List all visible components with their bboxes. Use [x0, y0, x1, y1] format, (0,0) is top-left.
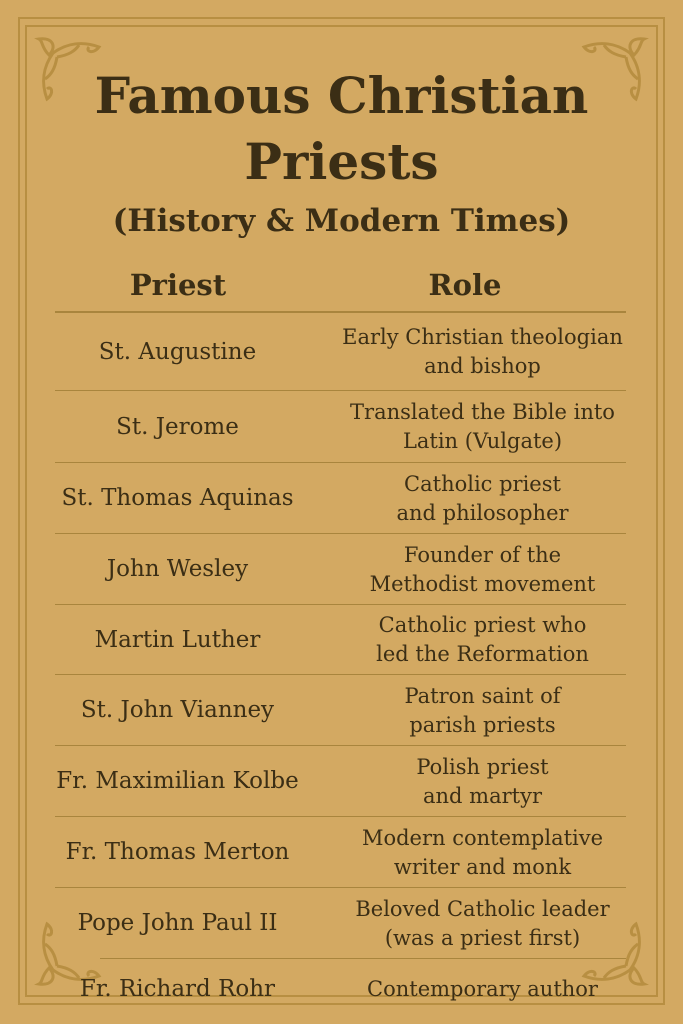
table-row: [79, 958, 626, 1002]
table-row: [55, 604, 626, 666]
role-line2: and martyr: [423, 783, 542, 808]
priest-role: [320, 888, 645, 953]
role-line1: Founder of the: [403, 542, 562, 567]
role-line1: Early Christian theologian: [342, 325, 623, 349]
table-row: [55, 533, 626, 596]
table-row: [55, 674, 626, 737]
role-line1: Catholic priest: [404, 471, 561, 496]
column-header-role: Role: [428, 268, 502, 302]
role-line2: led the Reformation: [376, 642, 589, 666]
priest-name: Fr. Richard Rohr: [79, 976, 276, 1002]
role-line1: Catholic priest who: [378, 613, 587, 637]
priest-name: St. Augustine: [98, 339, 257, 365]
priest-name: St. Thomas Aquinas: [61, 485, 294, 511]
table-row: [55, 816, 626, 879]
role-line1: Polish priest: [416, 754, 549, 779]
priest-role: [320, 313, 645, 381]
priest-role: [320, 391, 645, 456]
table-row: [55, 462, 626, 525]
priest-role: [320, 817, 645, 882]
priest-name: Fr. Thomas Merton: [65, 839, 290, 865]
priest-name: St. John Vianney: [80, 697, 275, 723]
page-title-line1: Famous Christian: [94, 66, 589, 125]
priest-name: Martin Luther: [94, 627, 261, 653]
table-row: [55, 745, 626, 808]
table-row: [55, 887, 626, 950]
role-line1: Patron saint of: [404, 683, 561, 708]
role-line2: Methodist movement: [369, 571, 596, 596]
role-line2: writer and monk: [393, 854, 572, 879]
priest-name: Pope John Paul II: [77, 910, 278, 936]
page-title-line2: Priests: [244, 132, 439, 191]
role-line2: and philosopher: [396, 500, 569, 525]
role-line2: parish priests: [409, 712, 556, 737]
role-line1: Contemporary author: [367, 976, 598, 1001]
role-line2: Latin (Vulgate): [402, 429, 563, 453]
table-row: [55, 312, 626, 378]
page-subtitle: (History & Modern Times): [112, 203, 571, 239]
priest-role: [320, 605, 645, 669]
priest-role: [320, 675, 645, 740]
priest-role: [320, 463, 645, 528]
priest-role: [320, 959, 645, 1004]
role-line1: Modern contemplative: [361, 825, 604, 850]
role-line2: (was a priest first): [384, 925, 581, 950]
column-header-priest: Priest: [129, 268, 227, 302]
role-line2: and bishop: [424, 354, 541, 378]
priest-name: St. Jerome: [116, 414, 239, 440]
priest-name: John Wesley: [106, 556, 249, 582]
role-line1: Translated the Bible into: [350, 400, 615, 424]
table-row: [55, 390, 626, 453]
priest-role: [320, 534, 645, 599]
role-line1: Beloved Catholic leader: [355, 896, 610, 921]
priest-name: Fr. Maximilian Kolbe: [56, 768, 299, 794]
priest-role: [320, 746, 645, 811]
